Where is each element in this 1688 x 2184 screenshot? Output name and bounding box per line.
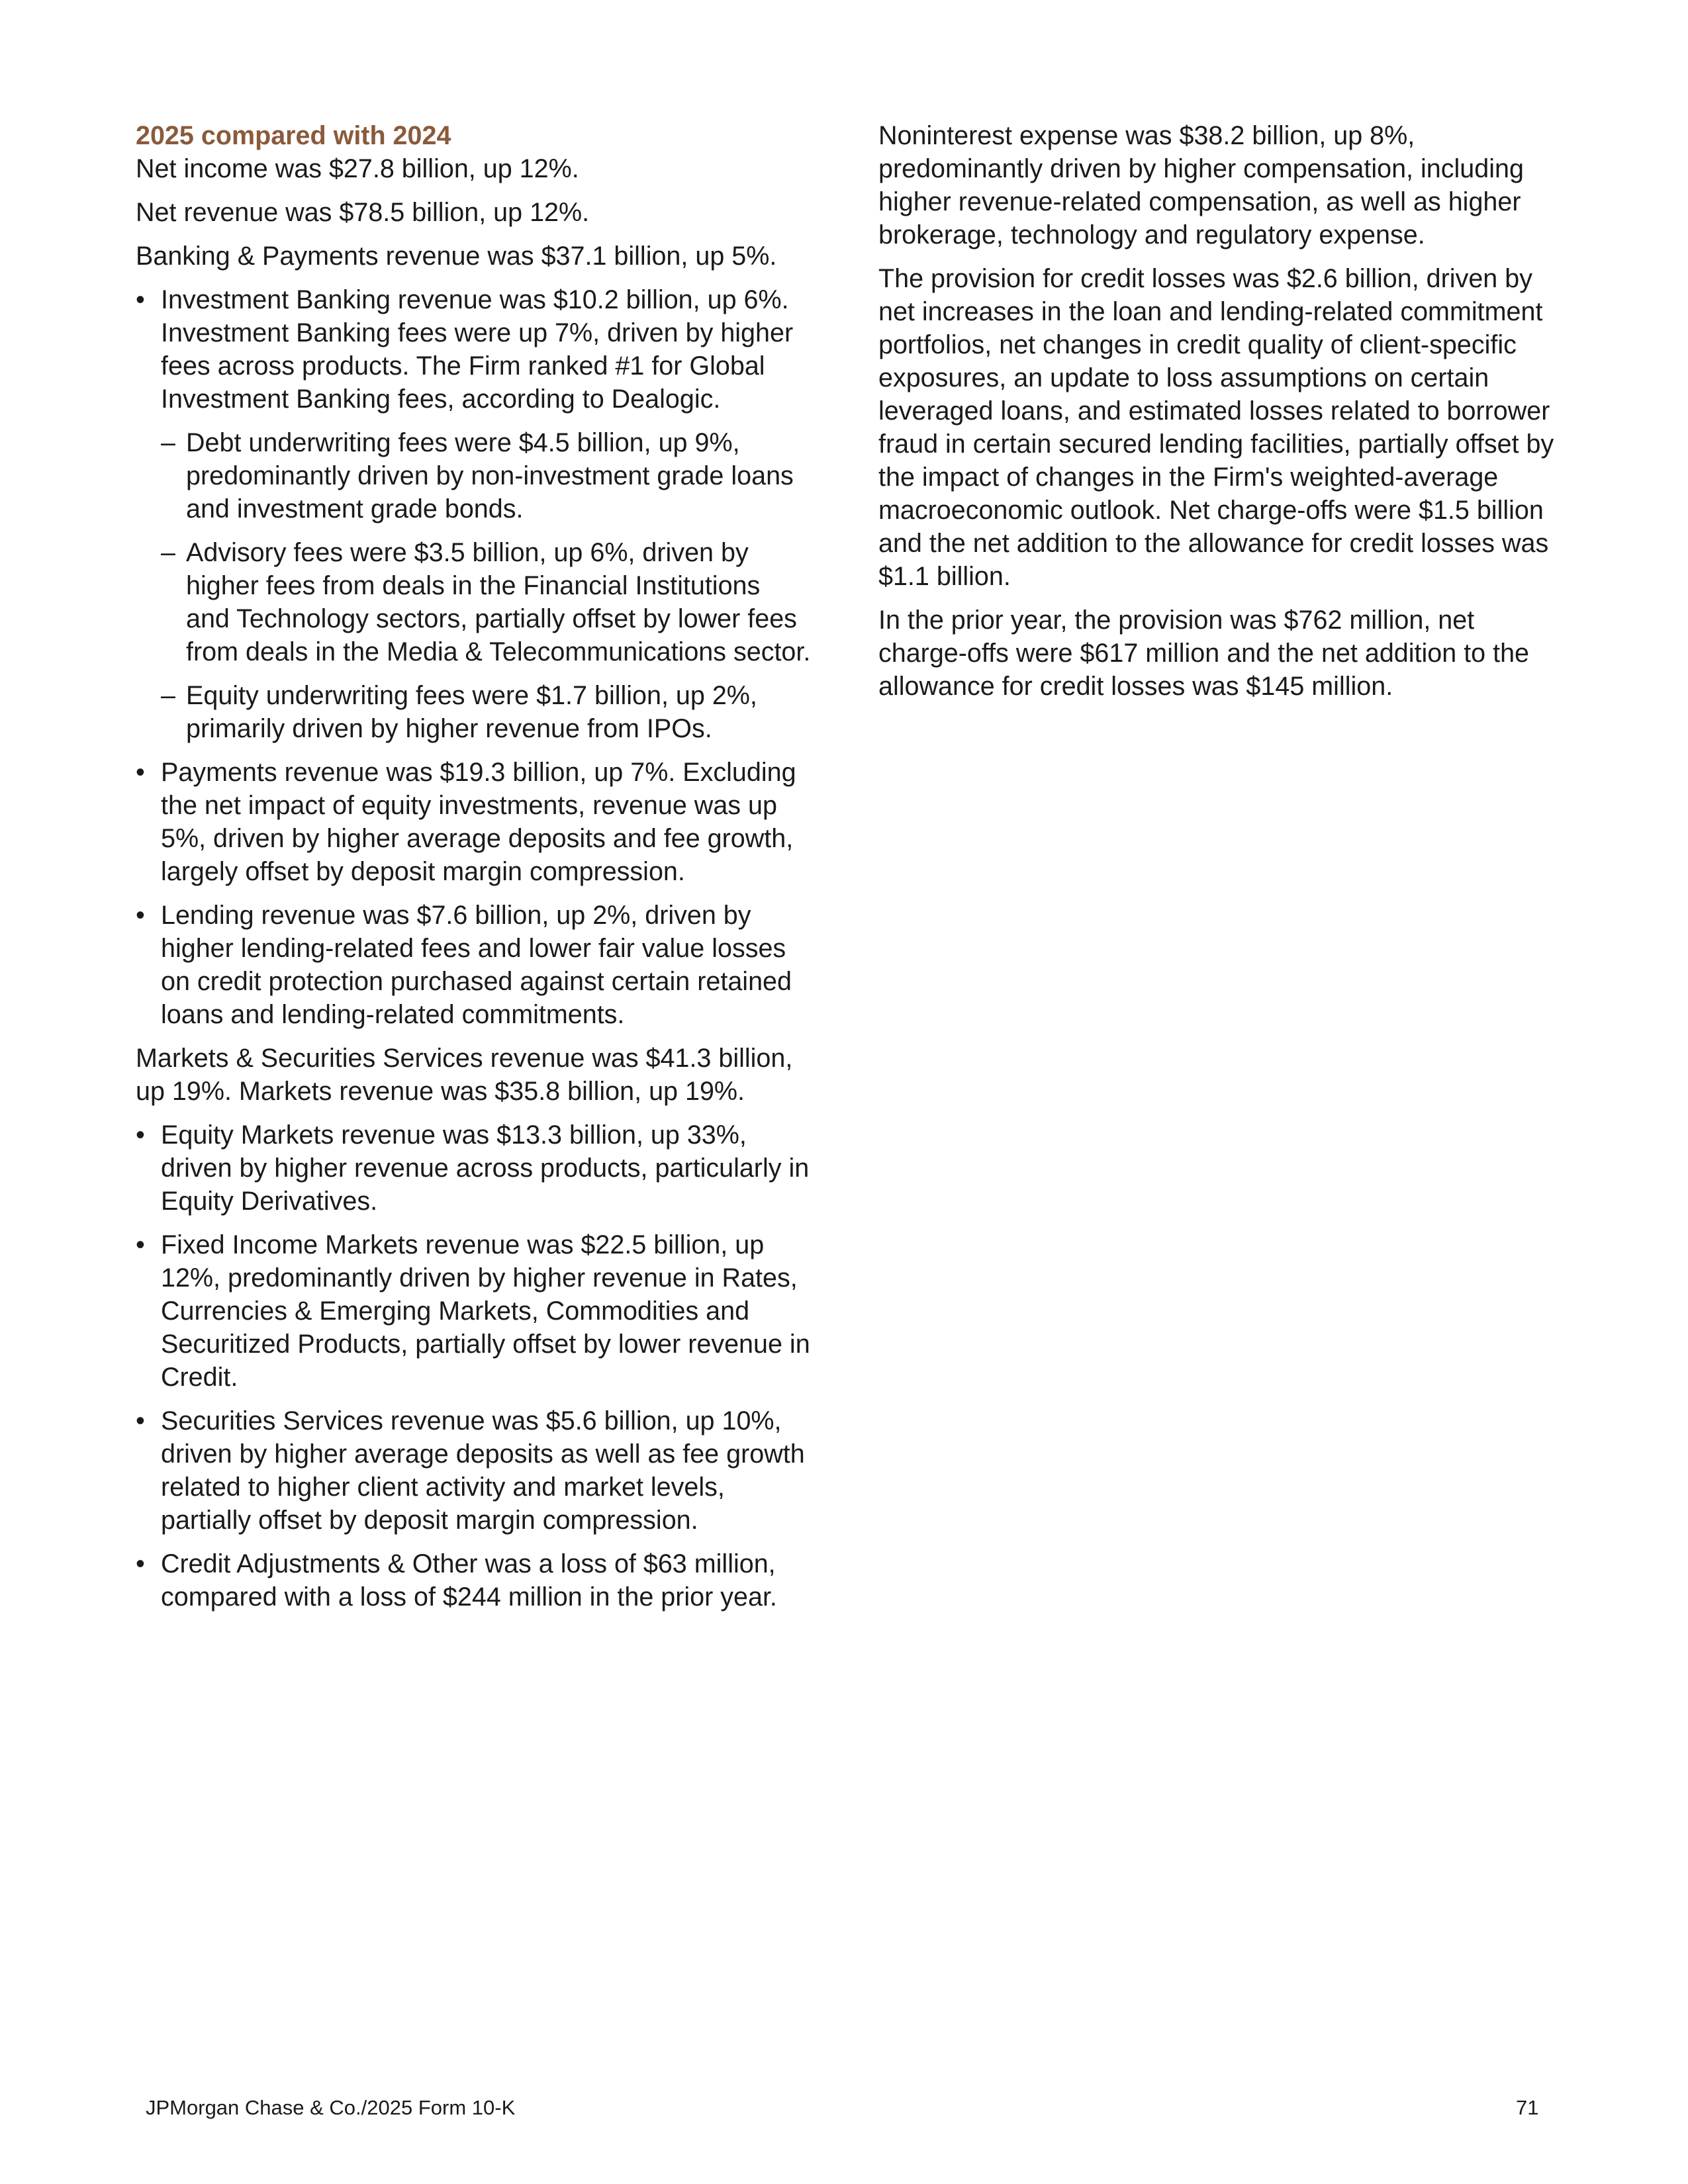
dash-icon: – xyxy=(161,428,175,457)
bullet-icon: • xyxy=(136,1230,145,1259)
provision-credit-losses-paragraph: The provision for credit losses was $2.6 billion, driven by net increases in the loan and lending-related commitment portfolios, net changes in credit quality of client-specific exposures, an update to loss assumptions on certain leveraged loans, and estimated losses related to borrower fraud in certain secured lending facilities, partially offset by the impact of changes in the Firm's weighted-average macroeconomic outlook. Net charge-offs were $1.5 billion and the net addition to the allowance for credit losses was $1.1 billion. xyxy=(878,264,1554,591)
bullet-icon: • xyxy=(136,285,145,314)
bullet-icon: • xyxy=(136,758,145,787)
bullet-icon: • xyxy=(136,1406,145,1435)
bullet-item xyxy=(136,1228,811,1394)
prior-year-provision-paragraph: In the prior year, the provision was $762 million, net charge-offs were $617 million and the net addition to the allowance for credit losses was $145 million. xyxy=(878,606,1530,701)
bullet-item xyxy=(136,899,811,1031)
bullet-text: Investment Banking revenue was $10.2 billion, up 6%. Investment Banking fees were up 7%, driven by higher fees across products. The Firm ranked #1 for Global Investment Banking fees, according to Dealogic. xyxy=(161,285,794,414)
sub-bullet-item xyxy=(136,536,811,668)
bullet-icon: • xyxy=(136,1120,145,1150)
dash-icon: – xyxy=(161,538,175,567)
net-income-paragraph: Net income was $27.8 billion, up 12%. xyxy=(136,154,579,183)
net-revenue-paragraph: Net revenue was $78.5 billion, up 12%. xyxy=(136,198,590,227)
bullet-text: Lending revenue was $7.6 billion, up 2%, driven by higher lending-related fees and lower fair value losses on credit protection purchased against certain retained loans and lending-related commitments. xyxy=(161,901,792,1029)
sub-bullet-text: Advisory fees were $3.5 billion, up 6%, driven by higher fees from deals in the Financial Institutions and Technology sectors, partially offset by lower fees from deals in the Media & Telecommunications sector. xyxy=(186,538,811,666)
bullet-text: Fixed Income Markets revenue was $22.5 billion, up 12%, predominantly driven by higher revenue in Rates, Currencies & Emerging Markets, Commodities and Securitized Products, partially offset by lower revenue in Credit. xyxy=(161,1230,810,1392)
bullet-item xyxy=(136,1404,811,1537)
sub-bullet-text: Debt underwriting fees were $4.5 billion, up 9%, predominantly driven by non-investment grade loans and investment grade bonds. xyxy=(186,428,794,523)
sub-bullet-item xyxy=(136,679,811,745)
right-column xyxy=(878,119,1567,713)
footer-document-title: JPMorgan Chase & Co./2025 Form 10-K xyxy=(146,2096,516,2119)
bullet-item xyxy=(136,1547,811,1614)
page-number: 71 xyxy=(1516,2096,1539,2119)
banking-payments-paragraph: Banking & Payments revenue was $37.1 billion, up 5%. xyxy=(136,242,777,271)
bullet-text: Equity Markets revenue was $13.3 billion, up 33%, driven by higher revenue across products, particularly in Equity Derivatives. xyxy=(161,1120,810,1216)
sub-bullet-text: Equity underwriting fees were $1.7 billion, up 2%, primarily driven by higher revenue from IPOs. xyxy=(186,681,757,743)
left-column xyxy=(136,119,811,1624)
bullet-text: Payments revenue was $19.3 billion, up 7%. Excluding the net impact of equity investments, revenue was up 5%, driven by higher average deposits and fee growth, largely offset by deposit margin compression. xyxy=(161,758,796,886)
bullet-item xyxy=(136,283,811,416)
bullet-text: Securities Services revenue was $5.6 billion, up 10%, driven by higher average deposits as well as fee growth related to higher client activity and market levels, partially offset by deposit margin compression. xyxy=(161,1406,805,1535)
bullet-icon: • xyxy=(136,901,145,930)
dash-icon: – xyxy=(161,681,175,710)
bullet-text: Credit Adjustments & Other was a loss of $63 million, compared with a loss of $244 million in the prior year. xyxy=(161,1549,777,1612)
sub-bullet-item xyxy=(136,426,811,525)
bullet-icon: • xyxy=(136,1549,145,1578)
bullet-item xyxy=(136,1118,811,1218)
markets-securities-paragraph: Markets & Securities Services revenue was $41.3 billion, up 19%. Markets revenue was $35.8 billion, up 19%. xyxy=(136,1044,793,1106)
section-heading: 2025 compared with 2024 xyxy=(136,121,451,150)
bullet-item xyxy=(136,756,811,888)
noninterest-expense-paragraph: Noninterest expense was $38.2 billion, up 8%, predominantly driven by higher compensation, including higher revenue-related compensation, as well as higher brokerage, technology and regulatory expense. xyxy=(878,121,1524,250)
